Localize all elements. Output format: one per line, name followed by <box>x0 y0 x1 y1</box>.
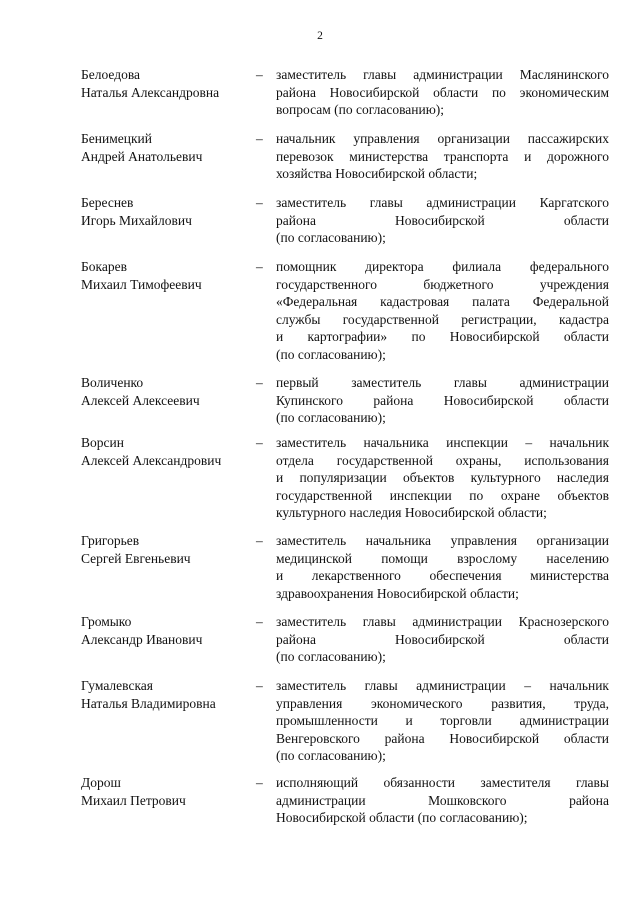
position-line: государственного бюджетного учреждения <box>276 276 609 292</box>
member-position <box>276 130 609 183</box>
entry-dash: – <box>256 775 263 790</box>
position-line: отдела государственной охраны, использования <box>276 452 609 468</box>
member-given-names: Наталья Александровна <box>81 84 220 100</box>
position-line: перевозок министерства транспорта и дорожного <box>276 148 609 164</box>
position-line: заместитель начальника управления организации <box>276 533 609 548</box>
position-line: заместитель главы администрации – начальник <box>276 678 609 693</box>
entry-dash: – <box>256 131 263 146</box>
member-position <box>276 532 609 602</box>
position-line: района Новосибирской области <box>276 212 609 228</box>
position-line: и картографии» по Новосибирской области <box>276 329 609 345</box>
member-position <box>276 434 609 522</box>
member-surname: Громыко <box>81 614 132 629</box>
position-line: медицинской помощи взрослому населению <box>276 550 609 566</box>
member-given-names: Наталья Владимировна <box>81 695 216 711</box>
member-name <box>81 774 256 809</box>
position-line: службы государственной регистрации, кадастра <box>276 311 609 327</box>
member-name <box>81 130 256 165</box>
position-line: первый заместитель главы администрации <box>276 375 609 390</box>
member-surname: Бокарев <box>81 259 127 274</box>
member-surname: Белоедова <box>81 67 141 82</box>
position-line: заместитель главы администрации Каргатского <box>276 195 609 210</box>
entry-dash: – <box>256 435 263 450</box>
member-name <box>81 374 256 409</box>
member-given-names: Игорь Михайлович <box>81 212 192 228</box>
position-line: здравоохранения Новосибирской области; <box>276 585 519 601</box>
entry-dash: – <box>256 614 263 629</box>
position-line: хозяйства Новосибирской области; <box>276 166 478 182</box>
position-line: «Федеральная кадастровая палата Федеральной <box>276 294 609 310</box>
member-surname: Дорош <box>81 775 121 790</box>
member-surname: Ворсин <box>81 435 124 450</box>
position-line: вопросам (по согласованию); <box>276 102 445 118</box>
position-line: (по согласованию); <box>276 410 386 426</box>
entry-dash: – <box>256 678 263 693</box>
member-given-names: Андрей Анатольевич <box>81 148 203 164</box>
position-line: заместитель главы администрации Маслянинского <box>276 67 609 82</box>
position-line: (по согласованию); <box>276 649 386 665</box>
position-line: исполняющий обязанности заместителя главы <box>276 775 609 790</box>
member-name <box>81 434 256 469</box>
page-number: 2 <box>317 30 323 42</box>
position-line: помощник директора филиала федерального <box>276 259 609 274</box>
position-line: Купинского района Новосибирской области <box>276 392 609 408</box>
position-line: управления экономического развития, труда, <box>276 695 609 711</box>
member-name <box>81 194 256 229</box>
member-given-names: Алексей Алексеевич <box>81 392 200 408</box>
position-line: (по согласованию); <box>276 748 386 764</box>
position-line: заместитель начальника инспекции – начальник <box>276 435 609 450</box>
position-line: государственной инспекции по охране объектов <box>276 487 609 503</box>
position-line: Венгеровского района Новосибирской области <box>276 730 609 746</box>
member-position <box>276 374 609 427</box>
member-position <box>276 258 609 364</box>
position-line: и популяризации объектов культурного наследия <box>276 470 609 486</box>
member-surname: Воличенко <box>81 375 144 390</box>
entry-dash: – <box>256 533 263 548</box>
member-given-names: Алексей Александрович <box>81 452 222 468</box>
member-name <box>81 258 256 293</box>
position-line: (по согласованию); <box>276 230 386 246</box>
position-line: начальник управления организации пассажирских <box>276 131 609 146</box>
position-line: Новосибирской области (по согласованию); <box>276 810 528 826</box>
member-name <box>81 66 256 101</box>
member-name <box>81 677 256 712</box>
entry-dash: – <box>256 375 263 390</box>
member-surname: Береснев <box>81 195 134 210</box>
member-name <box>81 532 256 567</box>
position-line: района Новосибирской области по экономическим <box>276 84 609 100</box>
member-name <box>81 613 256 648</box>
position-line: культурного наследия Новосибирской области; <box>276 505 547 521</box>
position-line: администрации Мошковского района <box>276 792 609 808</box>
member-surname: Бенимецкий <box>81 131 152 146</box>
member-position <box>276 677 609 765</box>
position-line: промышленности и торговли администрации <box>276 713 609 729</box>
entry-dash: – <box>256 195 263 210</box>
member-given-names: Михаил Тимофеевич <box>81 276 202 292</box>
entry-dash: – <box>256 259 263 274</box>
member-position <box>276 194 609 247</box>
member-position <box>276 774 609 827</box>
position-line: и лекарственного обеспечения министерства <box>276 568 609 584</box>
entry-dash: – <box>256 67 263 82</box>
member-given-names: Михаил Петрович <box>81 792 186 808</box>
member-surname: Гумалевская <box>81 678 153 693</box>
member-position <box>276 66 609 119</box>
member-given-names: Сергей Евгеньевич <box>81 550 191 566</box>
member-surname: Григорьев <box>81 533 140 548</box>
position-line: района Новосибирской области <box>276 631 609 647</box>
member-given-names: Александр Иванович <box>81 631 203 647</box>
position-line: (по согласованию); <box>276 346 386 362</box>
position-line: заместитель главы администрации Краснозерского <box>276 614 609 629</box>
member-position <box>276 613 609 666</box>
